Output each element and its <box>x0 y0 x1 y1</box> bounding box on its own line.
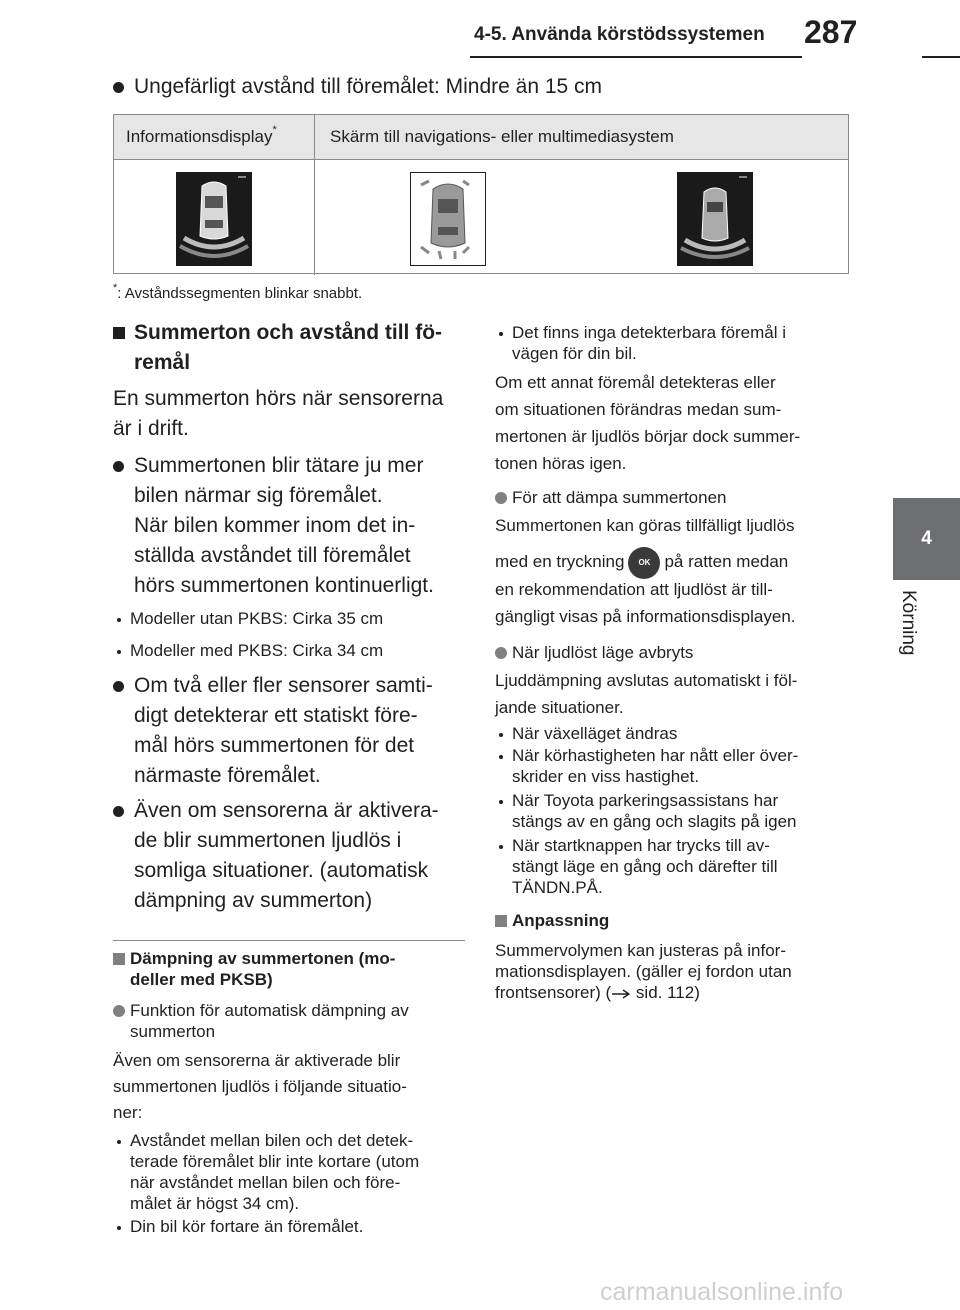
mute-line2-text-a: med en tryckning <box>495 552 625 571</box>
cancel-item3-line2: stängs av en gång och slagits på igen <box>512 812 797 831</box>
cancel-title: När ljudlöst läge avbryts <box>512 643 694 662</box>
cancel-item4-line3: TÄNDN.PÅ. <box>512 878 603 897</box>
mute-subheading-line1: Dämpning av summertonen (mo- <box>130 949 396 968</box>
list-dot <box>499 755 503 759</box>
section-divider <box>113 940 465 941</box>
bullet1-line5: hörs summertonen kontinuerligt. <box>134 574 434 597</box>
page-reference-link[interactable]: sid. 112) <box>631 983 700 1002</box>
footnote-text: : Avståndssegmenten blinkar snabbt. <box>117 285 363 302</box>
distance-bullet: Ungefärligt avstånd till föremålet: Mindre än 15 cm <box>134 75 603 98</box>
table-footnote <box>113 282 363 302</box>
bullet3-line2: de blir summertonen ljudlös i <box>134 829 402 852</box>
bullet1-line4: ställda avståndet till föremålet <box>134 544 411 567</box>
func-item1-line1: Avståndet mellan bilen och det detek- <box>130 1131 414 1150</box>
func-text-line2: summertonen ljudlös i följande situatio- <box>113 1077 407 1096</box>
mute-line3: en rekommendation att ljudlöst är till- <box>495 580 773 599</box>
page-number: 287 <box>804 14 858 50</box>
list-dot <box>117 1140 121 1144</box>
footnote-mark: * <box>113 282 118 294</box>
cancel-text-line1: Ljuddämpning avslutas automatiskt i föl- <box>495 671 798 690</box>
info-display-image <box>176 172 252 266</box>
car-sensor-icon-2 <box>677 172 753 266</box>
right-para1-line4: tonen höras igen. <box>495 454 627 473</box>
cancel-item4-line2: stängt läge en gång och därefter till <box>512 857 778 876</box>
list-dot <box>499 733 503 737</box>
bullet2-line2: digt detekterar ett statiskt före- <box>134 704 418 727</box>
bullet-icon <box>113 82 124 93</box>
func-item1-line2: terade föremålet blir inte kortare (utom <box>130 1152 420 1171</box>
cancel-item3-line1: När Toyota parkeringsassistans har <box>512 791 779 810</box>
col-header-navigation: Skärm till navigations- eller multimediasystem <box>330 127 674 146</box>
sub-item-pkbs: Modeller med PKBS: Cirka 34 cm <box>130 641 384 660</box>
section-title: 4-5. Använda körstödssystemen <box>474 24 765 45</box>
chapter-label: Körning <box>898 590 919 656</box>
bullet2-line1: Om två eller fler sensorer samti- <box>134 674 433 697</box>
mute-line2 <box>495 546 788 579</box>
mute-line2-text-b: på ratten medan <box>664 552 789 571</box>
list-dot <box>117 1226 121 1230</box>
cancel-item2-line1: När körhastigheten har nått eller över- <box>512 746 799 765</box>
custom-text-line3-a: frontsensorer) ( <box>495 983 612 1002</box>
bullet3-line4: dämpning av summerton) <box>134 889 373 912</box>
bullet3-line1: Även om sensorerna är aktivera- <box>134 799 439 822</box>
sub-item-no-pkbs: Modeller utan PKBS: Cirka 35 cm <box>130 609 384 628</box>
car-sensor-icon <box>176 172 252 266</box>
heading-square-icon <box>113 327 125 339</box>
func-item2-line1: Din bil kör fortare än föremålet. <box>130 1217 364 1236</box>
right-para1-line2: om situationen förändras medan sum- <box>495 400 782 419</box>
custom-text-line3 <box>495 982 700 1003</box>
mute-title: För att dämpa summertonen <box>512 488 727 507</box>
car-top-icon <box>411 173 485 265</box>
func-item1-line3: när avståndet mellan bilen och före- <box>130 1173 401 1192</box>
bullet1-line1: Summertonen blir tätare ju mer <box>134 454 424 477</box>
cancel-item1: När växelläget ändras <box>512 724 678 743</box>
func-text-line1: Även om sensorerna är aktiverade blir <box>113 1051 401 1070</box>
bullet1-line2: bilen närmar sig föremålet. <box>134 484 383 507</box>
bullet-icon <box>113 806 124 817</box>
func-text-line3: ner: <box>113 1103 143 1122</box>
bullet-icon <box>113 681 124 692</box>
nav-display-image-1 <box>410 172 486 266</box>
ok-button-icon: OK <box>628 547 660 579</box>
gray-bullet-icon <box>495 647 507 659</box>
display-table <box>113 114 849 274</box>
bullet2-line4: närmaste föremålet. <box>134 764 321 787</box>
chapter-number: 4 <box>921 528 932 549</box>
mute-subheading-line2: deller med PKSB) <box>130 970 273 989</box>
func-title-line2: summerton <box>130 1022 216 1041</box>
mute-line4: gängligt visas på informationsdisplayen. <box>495 607 796 626</box>
subheading-square-icon <box>495 915 507 927</box>
custom-text-line1: Summervolymen kan justeras på infor- <box>495 941 787 960</box>
gray-bullet-icon <box>495 492 507 504</box>
list-dot <box>499 845 503 849</box>
right-para1-line1: Om ett annat föremål detekteras eller <box>495 373 776 392</box>
bullet1-line3: När bilen kommer inom det in- <box>134 514 416 537</box>
section-heading-line2: remål <box>134 351 191 374</box>
func-title-line1: Funktion för automatisk dämpning av <box>130 1001 409 1020</box>
bullet-icon <box>113 461 124 472</box>
cancel-item2-line2: skrider en viss hastighet. <box>512 767 700 786</box>
nav-display-image-2 <box>677 172 753 266</box>
custom-title: Anpassning <box>512 911 610 930</box>
list-dot <box>499 800 503 804</box>
cancel-item4-line1: När startknappen har trycks till av- <box>512 836 770 855</box>
arrow-right-icon <box>611 988 631 1000</box>
list-dot <box>117 650 121 654</box>
table-header <box>114 115 848 160</box>
intro-line1: En summerton hörs när sensorerna <box>113 387 444 410</box>
gray-bullet-icon <box>113 1005 125 1017</box>
func-item1-line4: målet är högst 34 cm). <box>130 1194 300 1213</box>
col1-label: Informationsdisplay <box>126 127 273 146</box>
chapter-tab[interactable] <box>893 498 960 580</box>
subheading-square-icon <box>113 953 125 965</box>
footnote-mark: * <box>272 124 277 136</box>
cancel-text-line2: jande situationer. <box>495 698 624 717</box>
right-item1-line2: vägen för din bil. <box>512 344 637 363</box>
mute-line1: Summertonen kan göras tillfälligt ljudlös <box>495 516 795 535</box>
col-header-info-display <box>126 124 277 147</box>
custom-text-line2: mationsdisplayen. (gäller ej fordon utan <box>495 962 792 981</box>
right-para1-line3: mertonen är ljudlös börjar dock summer- <box>495 427 801 446</box>
table-divider <box>314 115 315 275</box>
intro-line2: är i drift. <box>113 417 189 440</box>
list-dot <box>499 332 503 336</box>
watermark: carmanualsonline.info <box>600 1278 844 1306</box>
bullet2-line3: mål hörs summertonen för det <box>134 734 415 757</box>
right-item1-line1: Det finns inga detekterbara föremål i <box>512 323 787 342</box>
section-heading-line1: Summerton och avstånd till fö- <box>134 321 443 344</box>
list-dot <box>117 618 121 622</box>
bullet3-line3: somliga situationer. (automatisk <box>134 859 429 882</box>
